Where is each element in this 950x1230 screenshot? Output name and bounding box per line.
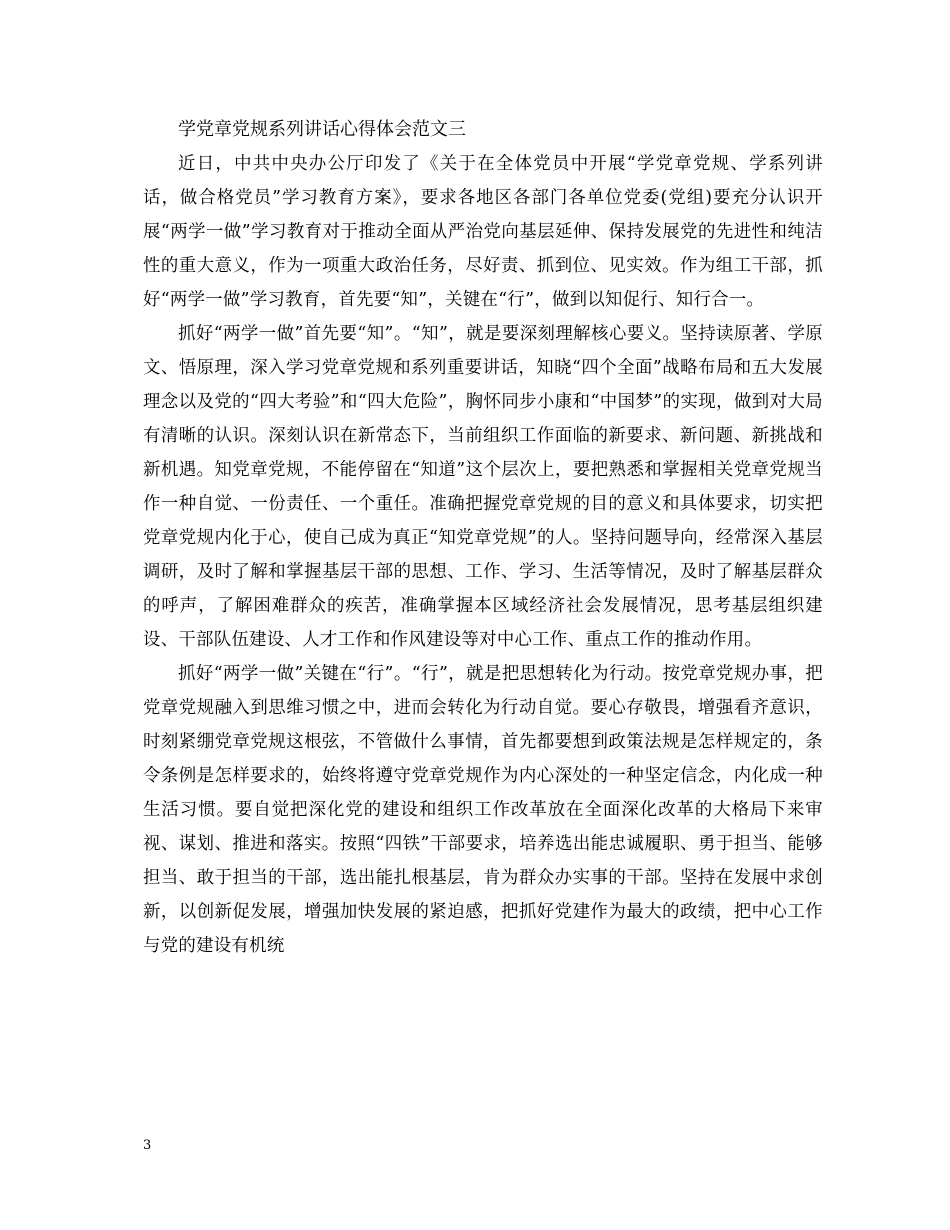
paragraph-1: 近日，中共中央办公厅印发了《关于在全体党员中开展“学党章党规、学系列讲话，做合格党员”学习教育方案》，要求各地区各部门各单位党委(党组)要充分认识开展“两学一做”学习教育对于推动全面从严治党向基层延伸、保持发展党的先进性和纯洁性的重大意义，作为一项重大政治任务，尽好责、抓到位、见实效。作为组工干部，抓好“两学一做”学习教育，首先要“知”，关键在“行”，做到以知促行、知行合一。 bbox=[143, 154, 823, 310]
document-title: 学党章党规系列讲话心得体会范文三 bbox=[178, 119, 466, 140]
paragraph-2: 抓好“两学一做”首先要“知”。“知”，就是要深刻理解核心要义。坚持读原著、学原文、悟原理，深入学习党章党规和系列重要讲话，知晓“四个全面”战略布局和五大发展理念以及党的“四大考验”和“四大危险”，胸怀同步小康和“中国梦”的实现，做到对大局有清晰的认识。深刻认识在新常态下，当前组织工作面临的新要求、新问题、新挑战和新机遇。知党章党规，不能停留在“知道”这个层次上，要把熟悉和掌握相关党章党规当作一种自觉、一份责任、一个重任。准确把握党章党规的目的意义和具体要求，切实把党章党规内化于心，使自己成为真正“知党章党规”的人。坚持问题导向，经常深入基层调研，及时了解和掌握基层干部的思想、工作、学习、生活等情况，及时了解基层群众的呼声，了解困难群众的疾苦，准确掌握本区域经济社会发展情况，思考基层组织建设、干部队伍建设、人才工作和作风建设等对中心工作、重点工作的推动作用。 bbox=[143, 324, 823, 650]
document-body bbox=[143, 113, 823, 963]
paragraph-3: 抓好“两学一做”关键在“行”。“行”，就是把思想转化为行动。按党章党规办事，把党章党规融入到思维习惯之中，进而会转化为行动自觉。要心存敬畏，增强看齐意识，时刻紧绷党章党规这根弦，不管做什么事情，首先都要想到政策法规是怎样规定的，条令条例是怎样要求的，始终将遵守党章党规作为内心深处的一种坚定信念，内化成一种生活习惯。要自觉把深化党的建设和组织工作改革放在全面深化改革的大格局下来审视、谋划、推进和落实。按照“四铁”干部要求，培养选出能忠诚履职、勇于担当、能够担当、敢于担当的干部，选出能扎根基层，肯为群众办实事的干部。坚持在发展中求创新，以创新促发展，增强加快发展的紧迫感，把抓好党建作为最大的政绩，把中心工作与党的建设有机统 bbox=[143, 664, 823, 956]
page-number: 3 bbox=[143, 1138, 152, 1153]
